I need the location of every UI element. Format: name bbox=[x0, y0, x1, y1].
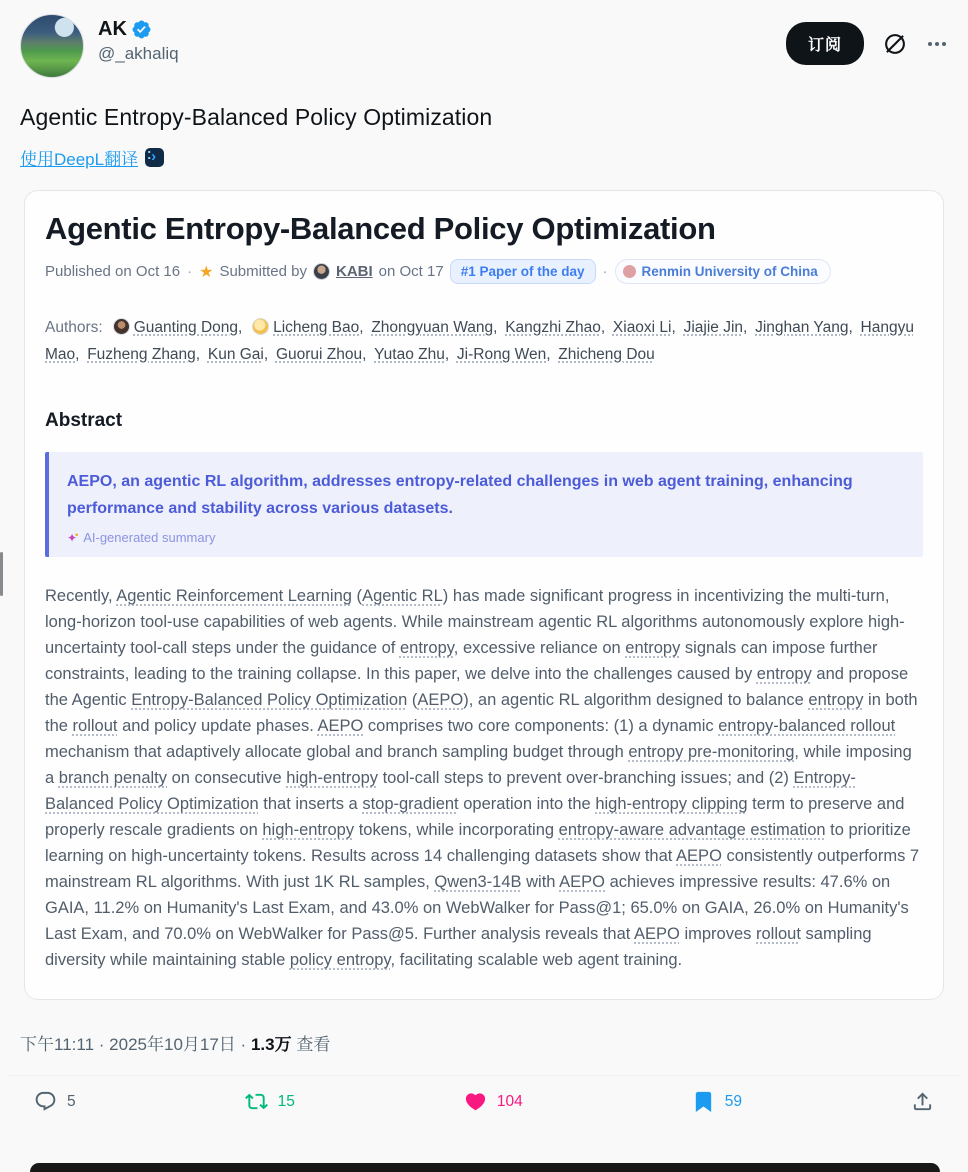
bookmark-icon bbox=[692, 1090, 715, 1113]
org-badge[interactable] bbox=[615, 259, 831, 284]
share-button[interactable] bbox=[911, 1090, 934, 1113]
author-avatar bbox=[113, 318, 130, 335]
timestamp-row bbox=[0, 1000, 968, 1055]
submitter-link[interactable]: KABI bbox=[335, 263, 373, 280]
post-time: 下午11:11 bbox=[20, 1035, 95, 1054]
share-icon bbox=[911, 1090, 934, 1113]
display-name[interactable]: AK bbox=[98, 18, 127, 40]
more-options-icon[interactable] bbox=[926, 36, 948, 52]
abstract-heading: Abstract bbox=[45, 410, 123, 431]
views-label[interactable]: 查看 bbox=[296, 1035, 331, 1054]
abstract-body: Recently, Agentic Reinforcement Learning (Agentic RL) has made significant progress in incentivizing the multi-turn, long-horizon tool-use capabilities of web agents. While mainstream agentic RL algorithms autonomously explore high-uncertainty tool-call steps under the guidance of entropy, excessive reliance on entropy signals can impose further constraints, leading to the training collapse. In this paper, we delve into the challenges caused by entropy and propose the Agentic Entropy-Balanced Policy Optimization (AEPO), an agentic RL algorithm designed to balance entropy in both the rollout and policy update phases. AEPO comprises two core components: (1) a dynamic entropy-balanced rollout mechanism that adaptively allocate global and branch sampling budget through entropy pre-monitoring, while imposing a branch penalty on consecutive high-entropy tool-call steps to prevent over-branching issues; and (2) Entropy-Balanced Policy Optimization that inserts a stop-gradient operation into the high-entropy clipping term to preserve and properly rescale gradients on high-entropy tokens, while incorporating entropy-aware advantage estimation to prioritize learning on high-uncertainty tokens. Results across 14 challenging datasets show that AEPO consistently outperforms 7 mainstream RL algorithms. With just 1K RL samples, Qwen3-14B with AEPO achieves impressive results: 47.6% on GAIA, 11.2% on Humanity's Last Exam, and 43.0% on WebWalker for Pass@1; 65.0% on GAIA, 26.0% on Humanity's Last Exam, and 70.0% on WebWalker for Pass@5. Further analysis reveals that AEPO improves rollout sampling diversity while maintaining stable policy entropy, facilitating scalable web agent training. bbox=[45, 587, 920, 969]
author-link[interactable]: Kangzhi Zhao bbox=[505, 319, 601, 336]
translate-row bbox=[0, 131, 968, 170]
ai-summary-tag: AI-generated summary bbox=[83, 530, 216, 545]
author-link[interactable]: Ji-Rong Wen bbox=[456, 346, 547, 363]
tweet-header bbox=[0, 0, 968, 78]
submitted-date: on Oct 17 bbox=[378, 263, 444, 280]
bookmark-button[interactable] bbox=[692, 1090, 742, 1113]
author-link[interactable]: Hangyu Mao bbox=[45, 319, 914, 363]
sparkle-icon: ✦ • bbox=[67, 530, 78, 545]
like-icon bbox=[464, 1090, 487, 1113]
ai-summary-box bbox=[45, 452, 923, 557]
author-link[interactable]: Guorui Zhou bbox=[275, 346, 363, 363]
submitter-avatar[interactable] bbox=[313, 263, 330, 280]
time-separator: · bbox=[98, 1035, 105, 1054]
header-actions bbox=[786, 14, 948, 65]
org-badge-label: Renmin University of China bbox=[641, 264, 818, 279]
views-count: 1.3万 bbox=[250, 1035, 292, 1054]
tweet-text: Agentic Entropy-Balanced Policy Optimization bbox=[20, 104, 493, 130]
authors-label: Authors: bbox=[45, 319, 103, 336]
author-link[interactable]: Kun Gai bbox=[207, 346, 264, 363]
submitted-by-label: Submitted by bbox=[219, 263, 307, 280]
verified-badge-icon bbox=[131, 19, 152, 40]
meta-separator: · bbox=[187, 263, 193, 280]
bookmark-count: 59 bbox=[724, 1092, 742, 1110]
repost-icon bbox=[245, 1090, 268, 1113]
author-link[interactable]: Licheng Bao bbox=[273, 319, 360, 336]
meta-separator-2: · bbox=[602, 263, 608, 280]
author-link[interactable]: Zhicheng Dou bbox=[558, 346, 655, 363]
author-link[interactable]: Xiaoxi Li bbox=[612, 319, 672, 336]
star-icon: ★ bbox=[199, 263, 214, 281]
author-link[interactable]: Fuzheng Zhang bbox=[87, 346, 196, 363]
author-link[interactable]: Jiajie Jin bbox=[683, 319, 744, 336]
author-avatar bbox=[252, 318, 269, 335]
like-count: 104 bbox=[496, 1092, 523, 1110]
repost-button[interactable] bbox=[245, 1090, 295, 1113]
ai-summary-text: AEPO, an agentic RL algorithm, addresses entropy-related challenges in web agent training, enhancing performance and stability across various datasets. bbox=[67, 473, 853, 517]
bottom-cutoff-bar bbox=[30, 1163, 940, 1172]
paper-meta-row bbox=[45, 259, 923, 284]
date-separator: · bbox=[240, 1035, 247, 1054]
engagement-bar bbox=[0, 1076, 968, 1113]
profile-names bbox=[98, 14, 179, 64]
deepl-icon bbox=[145, 148, 164, 167]
author-link[interactable]: Guanting Dong bbox=[133, 319, 239, 336]
paper-card[interactable] bbox=[24, 190, 944, 1000]
reply-icon bbox=[34, 1090, 57, 1113]
published-date: Published on Oct 16 bbox=[45, 263, 181, 280]
authors-block bbox=[45, 314, 923, 368]
user-handle[interactable]: @_akhaliq bbox=[98, 44, 179, 63]
subscribe-button[interactable]: 订阅 bbox=[786, 22, 864, 65]
top-paper-badge[interactable]: #1 Paper of the day bbox=[450, 259, 596, 284]
reply-button[interactable] bbox=[34, 1090, 76, 1113]
org-avatar bbox=[623, 265, 636, 278]
scrollbar-fragment[interactable] bbox=[0, 552, 3, 596]
post-date: 2025年10月17日 bbox=[109, 1035, 236, 1054]
reply-count: 5 bbox=[67, 1092, 76, 1110]
profile-avatar[interactable] bbox=[20, 14, 84, 78]
paper-title[interactable]: Agentic Entropy-Balanced Policy Optimization bbox=[45, 211, 716, 246]
authors-list[interactable]: Guanting Dong, Licheng Bao, Zhongyuan Wang, Kangzhi Zhao, Xiaoxi Li, Jiajie Jin, Jinghan Yang, Hangyu Mao, Fuzheng Zhang, Kun Gai, Guorui Zhou, Yutao Zhu, Ji-Rong Wen, Zhicheng Dou bbox=[45, 319, 914, 363]
like-button[interactable] bbox=[464, 1090, 523, 1113]
author-link[interactable]: Jinghan Yang bbox=[755, 319, 849, 336]
deepl-translate-link[interactable]: 使用DeepL翻译 bbox=[20, 150, 139, 169]
repost-count: 15 bbox=[277, 1092, 295, 1110]
author-link[interactable]: Yutao Zhu bbox=[374, 346, 445, 363]
grok-icon[interactable] bbox=[882, 31, 908, 57]
author-link[interactable]: Zhongyuan Wang bbox=[371, 319, 494, 336]
